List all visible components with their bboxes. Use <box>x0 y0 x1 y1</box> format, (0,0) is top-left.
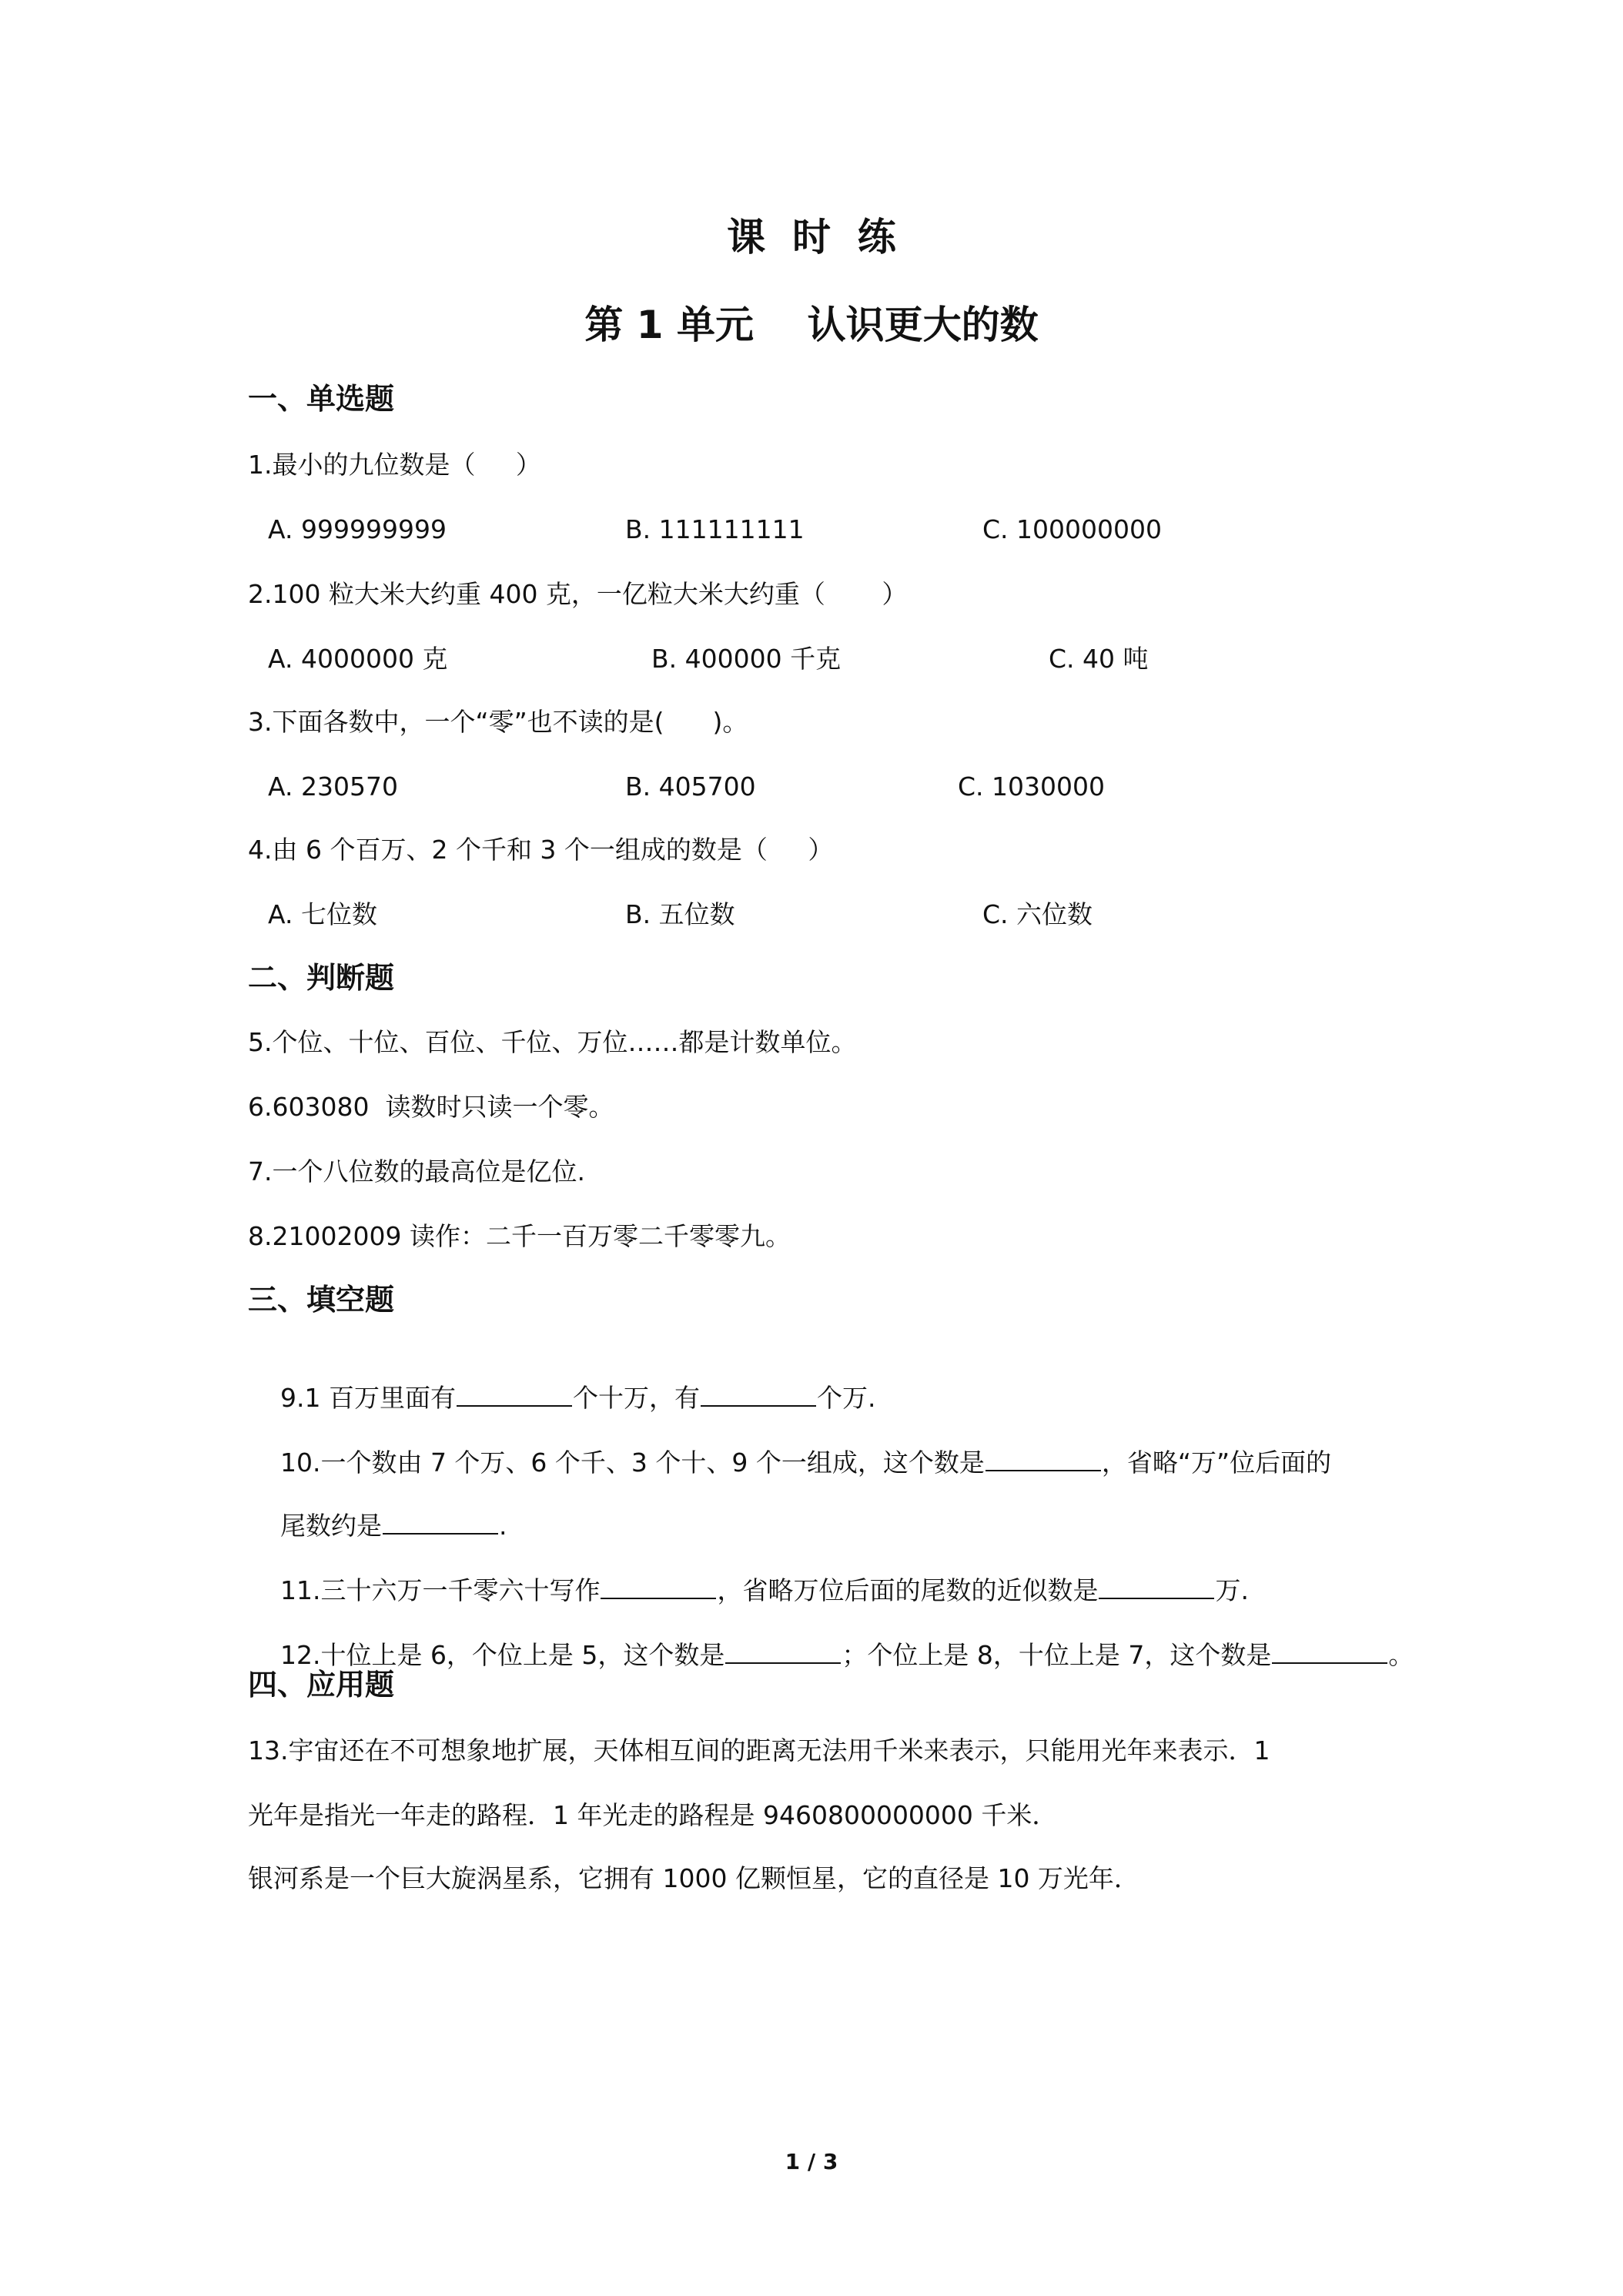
answer-blank[interactable] <box>701 1382 816 1407</box>
question-2-stem: 2.100 粒大米大约重 400 克，一亿粒大米大约重（ ） <box>248 579 908 609</box>
question-9-part-3: 个万. <box>816 1383 876 1413</box>
question-4-stem: 4.由 6 个百万、2 个千和 3 个一组成的数是（ ） <box>248 835 834 865</box>
question-9-part-1: 9.1 百万里面有 <box>279 1383 456 1413</box>
question-11-part-2: ，省略万位后面的尾数的近似数是 <box>717 1575 1099 1605</box>
question-13-line-2: 光年是指光一年走的路程．1 年光走的路程是 9460800000000 千米． <box>248 1800 1058 1830</box>
question-4-option-b: B. 五位数 <box>625 899 735 929</box>
question-10-part-2: ，省略“万”位后面的 <box>1101 1448 1332 1478</box>
question-3-option-c: C. 1030000 <box>958 771 1105 802</box>
answer-blank[interactable] <box>986 1447 1101 1471</box>
question-3-stem: 3.下面各数中，一个“零”也不读的是( )。 <box>248 707 748 737</box>
question-2-option-a: A. 4000000 克 <box>268 644 448 674</box>
unit-subtitle: 第 1 单元 认识更大的数 <box>584 303 1039 347</box>
question-13-line-1: 13.宇宙还在不可想象地扩展，天体相互间的距离无法用千米来表示，只能用光年来表示．1 <box>248 1735 1270 1766</box>
answer-blank[interactable] <box>1099 1575 1214 1599</box>
answer-blank[interactable] <box>457 1382 572 1407</box>
section-heading-application: 四、应用题 <box>248 1668 395 1702</box>
question-8: 8.21002009 读作：二千一百万零二千零零九。 <box>248 1221 791 1251</box>
answer-blank[interactable] <box>1272 1639 1387 1664</box>
section-heading-fill-blank: 三、填空题 <box>248 1283 395 1317</box>
question-12 <box>248 1605 1414 1706</box>
section-heading-single-choice: 一、单选题 <box>248 382 395 416</box>
question-3-option-a: A. 230570 <box>268 771 398 802</box>
question-11-part-1: 11.三十六万一千零六十写作 <box>279 1575 601 1605</box>
question-11-part-3: 万. <box>1215 1575 1249 1605</box>
question-10-part-4: . <box>498 1511 507 1541</box>
page-title: 课 时 练 <box>727 215 896 259</box>
question-7: 7.一个八位数的最高位是亿位. <box>248 1156 585 1186</box>
question-2-option-b: B. 400000 千克 <box>651 644 842 674</box>
question-12-part-1: 12.十位上是 6，个位上是 5，这个数是 <box>279 1640 725 1670</box>
question-12-part-3: 。 <box>1388 1640 1414 1670</box>
question-4-option-a: A. 七位数 <box>268 899 377 929</box>
question-1-option-c: C. 100000000 <box>982 514 1162 544</box>
question-1-option-b: B. 111111111 <box>625 514 805 544</box>
page-number: 1 / 3 <box>785 2149 838 2174</box>
question-1-stem: 1.最小的九位数是（ ） <box>248 450 541 480</box>
answer-blank[interactable] <box>383 1510 498 1535</box>
answer-blank[interactable] <box>601 1575 716 1599</box>
question-2-option-c: C. 40 吨 <box>1049 644 1149 674</box>
question-10-part-3: 尾数约是 <box>279 1511 382 1541</box>
question-10-part-1: 10.一个数由 7 个万、6 个千、3 个十、9 个一组成，这个数是 <box>279 1448 985 1478</box>
question-5: 5.个位、十位、百位、千位、万位……都是计数单位。 <box>248 1027 857 1057</box>
question-4-option-c: C. 六位数 <box>982 899 1093 929</box>
question-3-option-b: B. 405700 <box>625 771 756 802</box>
question-6: 6.603080 读数时只读一个零。 <box>248 1092 614 1122</box>
question-9-part-2: 个十万，有 <box>572 1383 700 1413</box>
question-1-option-a: A. 999999999 <box>268 514 447 544</box>
answer-blank[interactable] <box>725 1639 841 1664</box>
question-12-part-2: ；个位上是 8，十位上是 7，这个数是 <box>842 1640 1272 1670</box>
section-heading-true-false: 二、判断题 <box>248 961 395 995</box>
question-13-line-3: 银河系是一个巨大旋涡星系，它拥有 1000 亿颗恒星，它的直径是 10 万光年． <box>248 1863 1139 1893</box>
